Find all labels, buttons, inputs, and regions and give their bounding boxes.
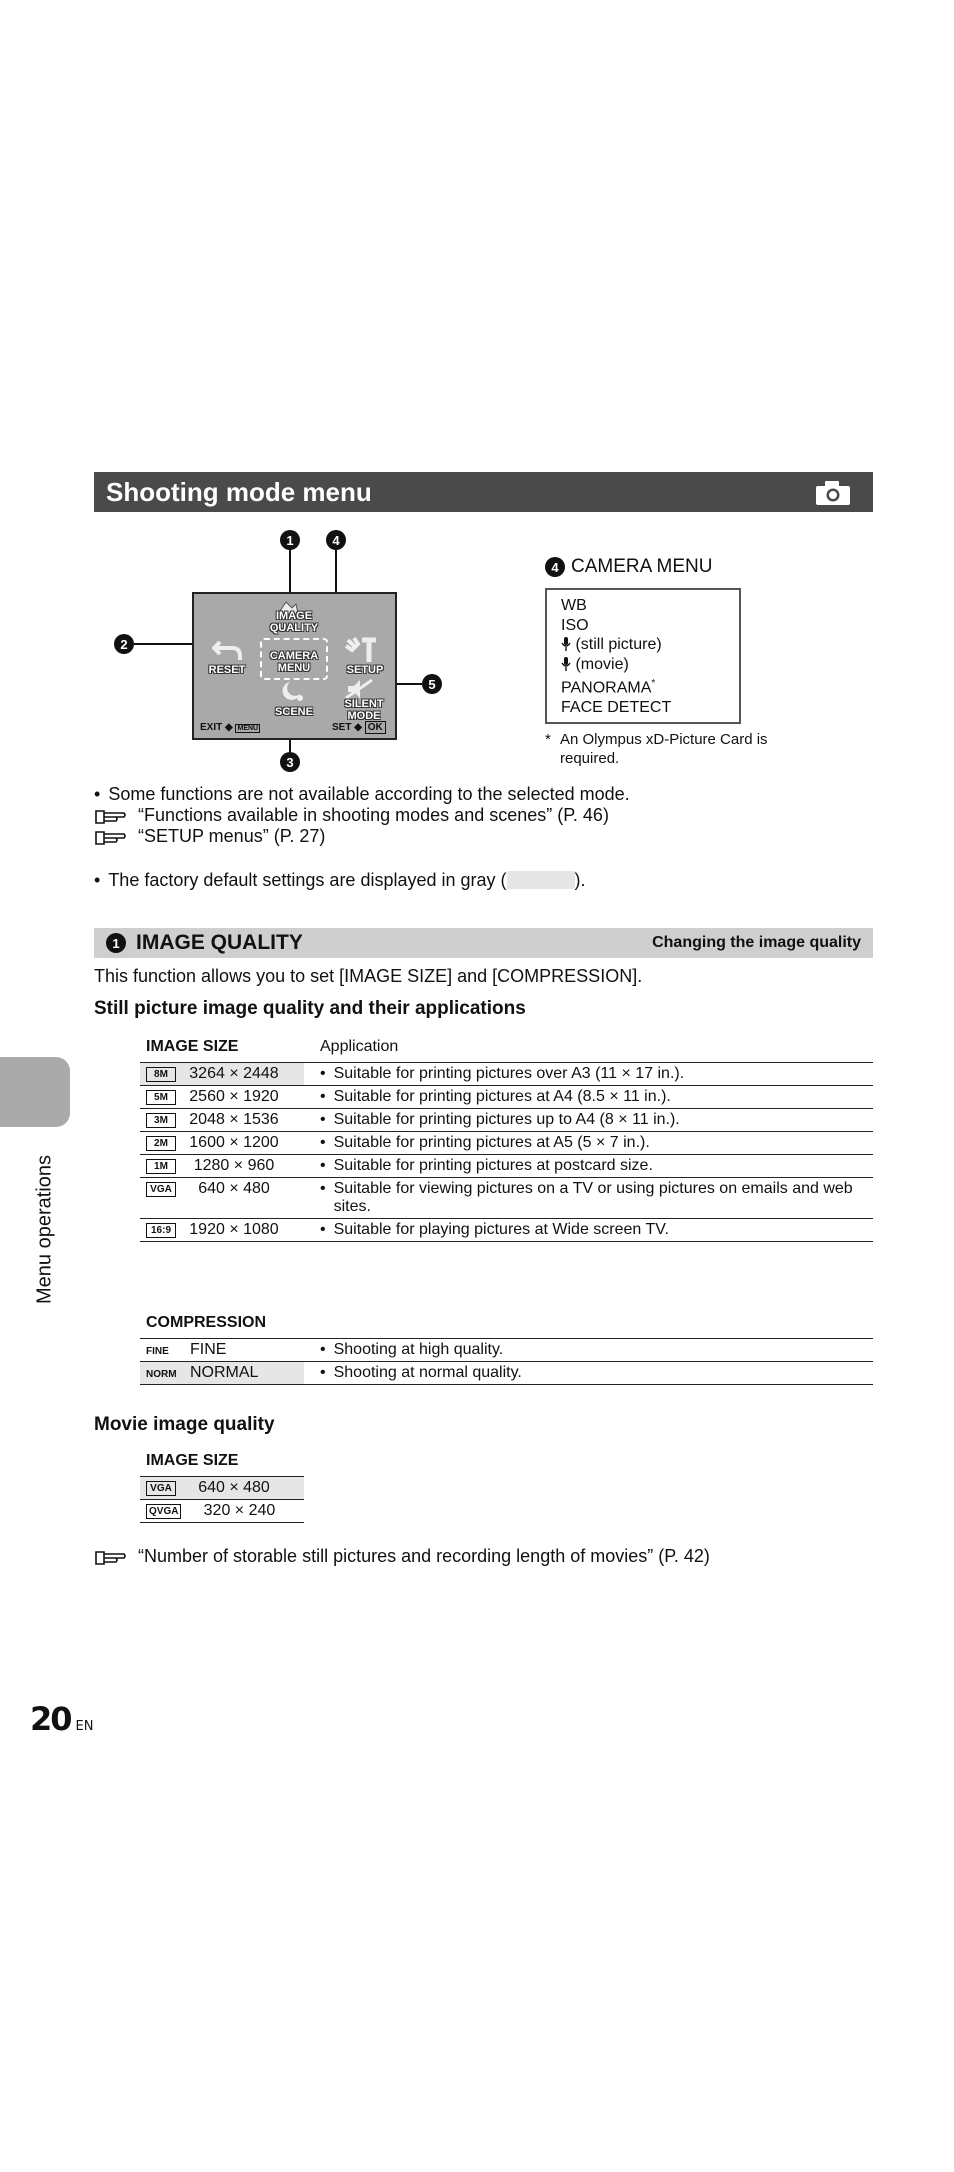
camera-menu-item: FACE DETECT — [561, 698, 672, 716]
silent-mode-icon — [344, 678, 374, 700]
table-row: 1M 1280 × 960 • Suitable for printing pictures at postcard size. — [140, 1155, 873, 1178]
image-quality-header — [94, 928, 873, 958]
subsection-subtitle: Changing the image quality — [652, 934, 861, 951]
microphone-icon — [561, 637, 571, 651]
callout-1: 1 — [280, 530, 300, 550]
movie-heading: Movie image quality — [94, 1414, 275, 1435]
table-row: 5M 2560 × 1920 • Suitable for printing pictures at A4 (8.5 × 11 in.). — [140, 1086, 873, 1109]
image-quality-label: IMAGE QUALITY — [269, 610, 319, 634]
menu-diagram — [110, 530, 450, 780]
note-bullet: • Some functions are not available according to the selected mode. — [94, 784, 630, 804]
size-badge: VGA — [146, 1182, 176, 1197]
setup-icon — [344, 636, 378, 664]
table-row: VGA 640 × 480 • Suitable for viewing pictures on a TV or using pictures on emails and web sites. — [140, 1178, 873, 1219]
camera-icon — [815, 480, 851, 506]
reset-label: RESET — [208, 664, 246, 676]
scene-icon — [280, 680, 306, 702]
table-row: FINE FINE • Shooting at high quality. — [140, 1339, 873, 1362]
table-row: NORM NORMAL • Shooting at normal quality. — [140, 1362, 873, 1385]
page-number: 20 EN — [30, 1700, 94, 1738]
microphone-icon — [561, 657, 571, 671]
camera-menu-item: PANORAMA* — [561, 678, 656, 697]
section-title: Shooting mode menu — [106, 476, 372, 507]
scene-label: SCENE — [275, 706, 313, 718]
callout-4: 4 — [545, 557, 565, 577]
silent-mode-label: SILENT MODE — [344, 698, 384, 722]
table-row: 16:9 1920 × 1080 • Suitable for playing pictures at Wide screen TV. — [140, 1219, 873, 1242]
default-note: • The factory default settings are displayed in gray ( ). — [94, 870, 586, 890]
compression-table — [140, 1312, 873, 1385]
table-row: QVGA 320 × 240 — [140, 1500, 304, 1523]
reset-icon — [212, 638, 242, 662]
gray-swatch — [507, 871, 575, 889]
column-header: IMAGE SIZE — [146, 1038, 239, 1055]
table-row: VGA 640 × 480 — [140, 1477, 304, 1500]
column-header: COMPRESSION — [146, 1314, 267, 1331]
size-badge: 8M — [146, 1067, 176, 1082]
compression-badge: FINE — [146, 1346, 169, 1357]
size-badge: QVGA — [146, 1504, 181, 1519]
size-badge: 5M — [146, 1090, 176, 1105]
intro-text: This function allows you to set [IMAGE SIZE] and [COMPRESSION]. — [94, 966, 643, 986]
camera-menu-item: WB — [561, 597, 587, 614]
camera-menu-item: (movie) — [561, 655, 725, 675]
table-row: 8M 3264 × 2448 • Suitable for printing pictures over A3 (11 × 17 in.). — [140, 1063, 873, 1086]
column-header: Application — [320, 1038, 399, 1055]
callout-5: 5 — [422, 674, 442, 694]
reference-link[interactable]: “Number of storable still pictures and recording length of movies” (P. 42) — [94, 1546, 710, 1567]
size-badge: 2M — [146, 1136, 176, 1151]
size-badge: VGA — [146, 1481, 176, 1496]
set-hint: SET ◆ OK — [332, 722, 386, 733]
exit-hint: EXIT ◆ MENU — [200, 722, 259, 733]
camera-menu-item: (still picture) — [561, 635, 725, 655]
pointing-hand-icon — [94, 807, 128, 825]
callout-line — [289, 550, 291, 592]
size-badge: 1M — [146, 1159, 176, 1174]
callout-1: 1 — [106, 933, 126, 953]
callout-2: 2 — [114, 634, 134, 654]
reference-link[interactable]: “SETUP menus” (P. 27) — [94, 826, 630, 847]
still-image-table — [140, 1036, 873, 1242]
movie-image-table — [140, 1450, 304, 1523]
subsection-title: IMAGE QUALITY — [136, 931, 303, 954]
reference-link[interactable]: “Functions available in shooting modes and scenes” (P. 46) — [94, 805, 630, 826]
table-row: 2M 1600 × 1200 • Suitable for printing pictures at A5 (5 × 7 in.). — [140, 1132, 873, 1155]
size-badge: 16:9 — [146, 1223, 176, 1238]
table-row: 3M 2048 × 1536 • Suitable for printing pictures up to A4 (8 × 11 in.). — [140, 1109, 873, 1132]
still-heading: Still picture image quality and their applications — [94, 998, 526, 1019]
section-header — [94, 472, 873, 512]
reference-block — [94, 1546, 710, 1567]
size-badge: 3M — [146, 1113, 176, 1128]
camera-menu-title: 4 CAMERA MENU — [545, 556, 712, 578]
column-header: IMAGE SIZE — [146, 1452, 239, 1469]
setup-label: SETUP — [346, 664, 384, 676]
camera-menu-box — [545, 588, 741, 724]
notes-block — [94, 784, 630, 847]
lcd-screen — [192, 592, 397, 740]
callout-4: 4 — [326, 530, 346, 550]
callout-3: 3 — [280, 752, 300, 772]
compression-badge: NORM — [146, 1369, 177, 1380]
camera-menu-item: ISO — [561, 616, 589, 634]
side-tab — [0, 1057, 70, 1127]
pointing-hand-icon — [94, 828, 128, 846]
side-tab-label: Menu operations — [33, 1155, 56, 1305]
pointing-hand-icon — [94, 1548, 128, 1566]
footnote: * An Olympus xD-Picture Card is required. — [545, 731, 768, 767]
camera-menu-label: CAMERA MENU — [269, 650, 319, 674]
